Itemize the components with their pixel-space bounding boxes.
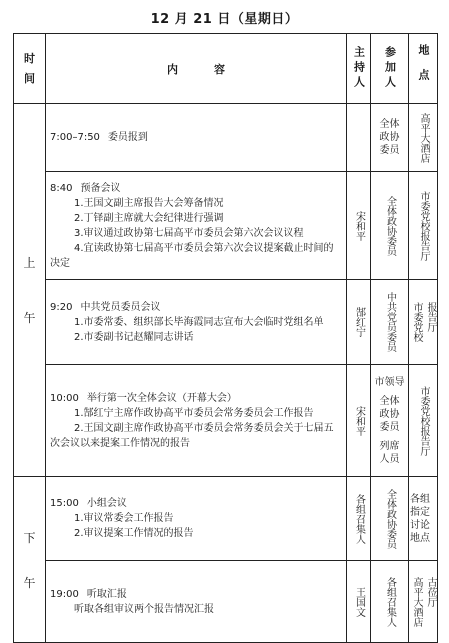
schedule-table	[13, 33, 438, 643]
row-venue: 市委党校报告厅	[409, 365, 438, 477]
header-attendees: 参加人	[371, 34, 409, 104]
row-content: 9:20 中共党员委员会议 1.市委常委、组织部长毕海霞同志宣布大会临时党组名单 2.市委副书记赵耀同志讲话	[46, 280, 347, 365]
row-venue: 各组指定讨论地点	[409, 477, 438, 561]
row-host: 宋和平	[347, 365, 371, 477]
row-attendees: 各组召集人	[371, 561, 409, 643]
row-host	[347, 104, 371, 172]
row-content: 10:00 举行第一次全体会议（开幕大会） 1.郜红宁主席作政协高平市委员会常务委员会工作报告 2.王国文副主席作政协高平市委员会常务委员会关于七届五次会议以来提案工作情况的报告	[46, 365, 347, 477]
header-host: 主持人	[347, 34, 371, 104]
row-attendees: 全体政协委员	[371, 477, 409, 561]
row-content: 15:00 小组会议 1.审议常委会工作报告 2.审议提案工作情况的报告	[46, 477, 347, 561]
row-venue: 高平大酒店 古莅厅	[409, 561, 438, 643]
period-afternoon: 下 午	[14, 477, 46, 643]
row-host: 宋和平	[347, 172, 371, 280]
row-venue: 高平大酒店	[409, 104, 438, 172]
row-content: 19:00 听取汇报 听取各组审议两个报告情况汇报	[46, 561, 347, 643]
row-attendees: 市领导 全体政协委员 列席人员	[371, 365, 409, 477]
row-host: 各组召集人	[347, 477, 371, 561]
row-content: 7:00–7:50 委员报到	[46, 104, 347, 172]
row-attendees: 全体政协委员	[371, 172, 409, 280]
table-row	[14, 561, 438, 643]
header-content: 内 容	[46, 34, 347, 104]
table-row	[14, 172, 438, 280]
period-morning: 上 午	[14, 104, 46, 477]
header-venue: 地点	[409, 34, 438, 104]
header-time: 时 间	[14, 34, 46, 104]
row-attendees: 中共党员委员	[371, 280, 409, 365]
table-row	[14, 477, 438, 561]
row-host: 郜红宁	[347, 280, 371, 365]
row-content: 8:40 预备会议 1.王国文副主席报告大会筹备情况 2.丁铎副主席就大会纪律进行强调 3.审议通过政协第七届高平市委员会第六次会议议程 4.宜读政协第七届高平市委员会第六次会议提案截止时间的决定	[46, 172, 347, 280]
row-host: 王国文	[347, 561, 371, 643]
page-title: 12 月 21 日（星期日）	[150, 12, 299, 27]
header-row	[14, 34, 438, 104]
table-row	[14, 104, 438, 172]
row-venue: 市委党校报告厅	[409, 172, 438, 280]
row-venue: 市委党校 报告厅	[409, 280, 438, 365]
table-row	[14, 280, 438, 365]
row-attendees: 全体政协委员	[371, 104, 409, 172]
table-row	[14, 365, 438, 477]
